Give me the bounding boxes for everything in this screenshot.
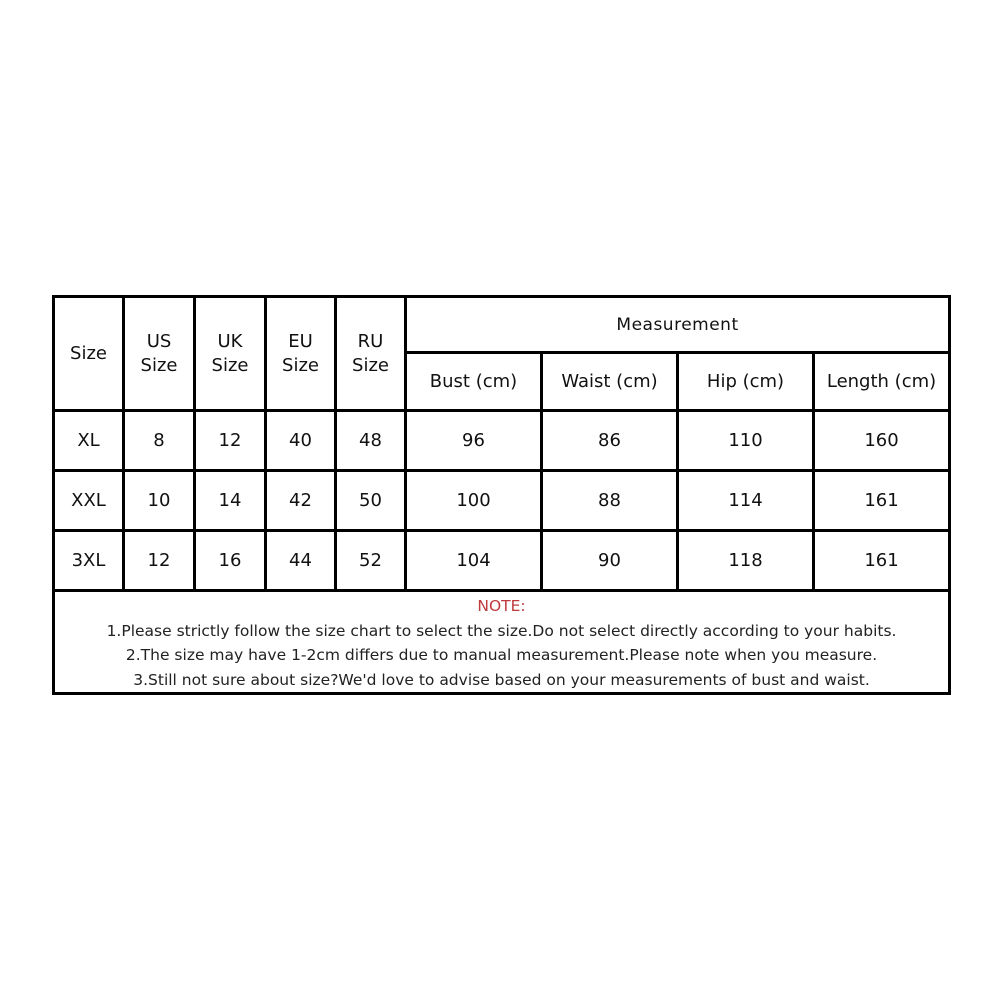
table-row (54, 531, 950, 591)
table-row (54, 471, 950, 531)
cell-us-size: 10 (124, 471, 195, 531)
note-line-2: 2.The size may have 1-2cm differs due to manual measurement.Please note when you measure. (125, 646, 878, 664)
cell-hip: 114 (678, 471, 814, 531)
size-header: Size (54, 297, 124, 411)
cell-bust: 96 (406, 411, 542, 471)
ru-size-header-line1: RU (357, 330, 384, 352)
cell-uk-size: 16 (195, 531, 266, 591)
us-size-header (124, 297, 195, 411)
eu-size-header (266, 297, 336, 411)
eu-size-header-line2: Size (282, 354, 319, 376)
ru-size-header (336, 297, 406, 411)
cell-eu-size: 44 (266, 531, 336, 591)
cell-size: 3XL (54, 531, 124, 591)
us-size-header-line1: US (146, 330, 172, 352)
ru-size-header-line2: Size (352, 354, 389, 376)
table-row (54, 411, 950, 471)
note-row (54, 591, 950, 694)
cell-ru-size: 48 (336, 411, 406, 471)
cell-length: 161 (814, 471, 950, 531)
cell-us-size: 8 (124, 411, 195, 471)
note-title: NOTE: (477, 597, 526, 615)
us-size-header-line2: Size (140, 354, 178, 376)
eu-size-header-line1: EU (288, 330, 313, 352)
cell-ru-size: 52 (336, 531, 406, 591)
uk-size-header (195, 297, 266, 411)
cell-waist: 86 (542, 411, 678, 471)
cell-hip: 118 (678, 531, 814, 591)
note-line-1: 1.Please strictly follow the size chart to select the size.Do not select directly according to your habits. (106, 621, 897, 640)
uk-size-header-line2: Size (211, 354, 249, 376)
cell-uk-size: 14 (195, 471, 266, 531)
cell-ru-size: 50 (336, 471, 406, 531)
measurement-header: Measurement (406, 297, 950, 353)
cell-size: XXL (54, 471, 124, 531)
hip-header: Hip (cm) (678, 353, 814, 411)
waist-header: Waist (cm) (542, 353, 678, 411)
cell-bust: 104 (406, 531, 542, 591)
note-cell (54, 591, 950, 694)
uk-size-header-line1: UK (217, 330, 243, 352)
cell-length: 160 (814, 411, 950, 471)
cell-waist: 90 (542, 531, 678, 591)
cell-size: XL (54, 411, 124, 471)
cell-eu-size: 42 (266, 471, 336, 531)
cell-length: 161 (814, 531, 950, 591)
cell-us-size: 12 (124, 531, 195, 591)
cell-hip: 110 (678, 411, 814, 471)
cell-waist: 88 (542, 471, 678, 531)
bust-header: Bust (cm) (406, 353, 542, 411)
size-chart-table (52, 295, 951, 695)
cell-eu-size: 40 (266, 411, 336, 471)
note-line-3: 3.Still not sure about size?We'd love to advise based on your measurements of bust and waist. (133, 670, 870, 689)
length-header: Length (cm) (814, 353, 950, 411)
header-row-top (54, 297, 950, 353)
cell-bust: 100 (406, 471, 542, 531)
cell-uk-size: 12 (195, 411, 266, 471)
